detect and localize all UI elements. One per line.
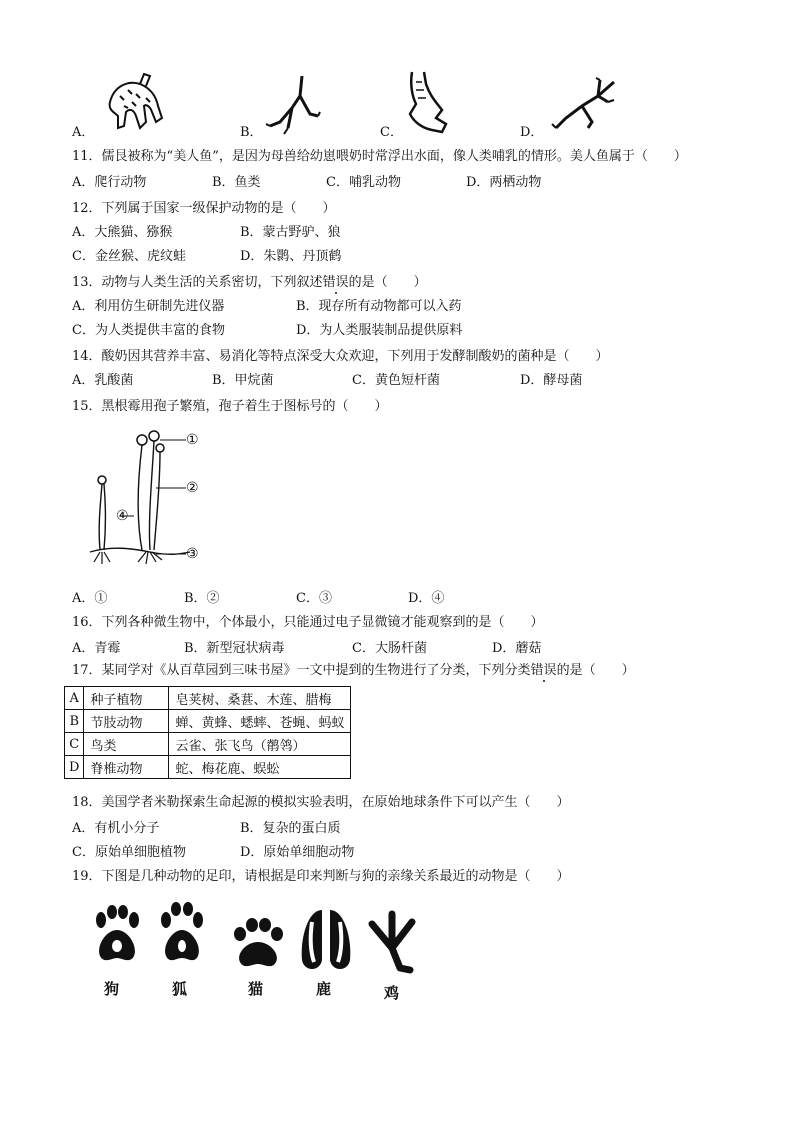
rhizopus-diagram	[90, 428, 220, 568]
q15-label-4: ④	[116, 508, 129, 524]
row-category: 脊椎动物	[84, 756, 169, 779]
q14-option-d[interactable]: D．酵母菌	[520, 373, 583, 388]
q17-stem-emphasis: 错误	[530, 663, 557, 678]
q13-option-a[interactable]: A．利用仿生研制先进仪器	[72, 299, 225, 314]
row-category: 鸟类	[84, 733, 169, 756]
q13-option-c[interactable]: C．为人类提供丰富的食物	[72, 323, 225, 338]
q17-stem-part-a: 17．某同学对《从百草园到三味书屋》一文中提到的生物进行了分类，下列分类	[72, 663, 531, 678]
q11-stem: 11．儒艮被称为“美人鱼”，是因为母兽给幼崽喂奶时常浮出水面，像人类哺乳的情形。美人鱼属于（ ）	[72, 149, 687, 164]
row-key: A	[65, 687, 84, 710]
q13-stem-emphasis: 错误	[322, 275, 349, 290]
row-items: 蛇、梅花鹿、蜈蚣	[169, 756, 351, 779]
q15-option-d[interactable]: D．④	[408, 591, 445, 606]
footprint-label-dog: 狗	[104, 980, 120, 998]
q13-option-b[interactable]: B．现存所有动物都可以入药	[296, 299, 462, 314]
q16-option-c[interactable]: C．大肠杆菌	[352, 641, 427, 656]
q10-option-a[interactable]: A．	[72, 125, 95, 140]
table-row	[65, 687, 351, 710]
q12-option-c[interactable]: C．金丝猴、虎纹蛙	[72, 249, 186, 264]
q14-stem: 14．酸奶因其营养丰富、易消化等特点深受大众欢迎，下列用于发酵制酸奶的菌种是（ ）	[72, 349, 609, 364]
q11-option-a[interactable]: A．爬行动物	[72, 175, 147, 190]
footprint-label-deer: 鹿	[316, 980, 332, 998]
q15-option-a[interactable]: A．①	[72, 591, 108, 606]
q18-stem: 18．美国学者米勒探索生命起源的模拟实验表明，在原始地球条件下可以产生（ ）	[72, 795, 570, 810]
q18-option-d[interactable]: D．原始单细胞动物	[240, 845, 355, 860]
dog-footprint-icon	[92, 906, 142, 968]
q12-option-d[interactable]: D．朱鹮、丹顶鹤	[240, 249, 342, 264]
q10-option-b[interactable]: B．	[240, 125, 263, 140]
q12-stem: 12．下列属于国家一级保护动物的是（ ）	[72, 201, 336, 216]
q19-stem: 19．下图是几种动物的足印，请根据是印来判断与狗的亲缘关系最近的动物是（ ）	[72, 869, 570, 884]
q14-option-a[interactable]: A．乳酸菌	[72, 373, 134, 388]
q13-stem-part-b: 的是（ ）	[348, 275, 427, 290]
row-key: B	[65, 710, 84, 733]
q13-stem	[72, 274, 427, 292]
fox-footprint-icon	[158, 902, 206, 968]
q12-option-b[interactable]: B．蒙古野驴、狼	[240, 225, 341, 240]
table-row	[65, 733, 351, 756]
q11-option-b[interactable]: B．鱼类	[212, 175, 261, 190]
q14-option-c[interactable]: C．黄色短杆菌	[352, 373, 440, 388]
q15-stem: 15．黑根霉用孢子繁殖，孢子着生于图标号的（ ）	[72, 399, 388, 414]
q17-stem-part-b: 的是（ ）	[556, 663, 635, 678]
q15-label-1: ①	[186, 432, 199, 448]
q16-option-d[interactable]: D．蘑菇	[492, 641, 542, 656]
footprint-label-fox: 狐	[172, 980, 188, 998]
row-category: 种子植物	[84, 687, 169, 710]
deer-footprint-icon	[298, 908, 354, 974]
q18-option-a[interactable]: A．有机小分子	[72, 821, 160, 836]
q12-option-a[interactable]: A．大熊猫、猕猴	[72, 225, 173, 240]
bird-foot-c-image	[402, 70, 452, 136]
table-row	[65, 710, 351, 733]
q16-option-a[interactable]: A．青霉	[72, 641, 121, 656]
bird-foot-a-image	[100, 72, 170, 134]
row-key: D	[65, 756, 84, 779]
classification-table	[64, 686, 351, 779]
row-category: 节肢动物	[84, 710, 169, 733]
q10-option-c[interactable]: C．	[380, 125, 403, 140]
footprint-label-cat: 猫	[248, 980, 264, 998]
row-items: 皂荚树、桑葚、木莲、腊梅	[169, 687, 351, 710]
row-key: C	[65, 733, 84, 756]
q16-stem: 16．下列各种微生物中，个体最小，只能通过电子显微镜才能观察到的是（ ）	[72, 615, 544, 630]
chicken-footprint-icon	[366, 908, 418, 974]
row-items: 云雀、张飞鸟（鹡鸰）	[169, 733, 351, 756]
table-row	[65, 756, 351, 779]
q15-option-b[interactable]: B．②	[184, 591, 220, 606]
q15-option-c[interactable]: C．③	[296, 591, 332, 606]
bird-foot-b-image	[262, 74, 322, 136]
q13-option-d[interactable]: D．为人类服装制品提供原料	[296, 323, 463, 338]
cat-footprint-icon	[232, 918, 284, 970]
q18-option-c[interactable]: C．原始单细胞植物	[72, 845, 186, 860]
row-items: 蝉、黄蜂、蟋蟀、苍蝇、蚂蚁	[169, 710, 351, 733]
q16-option-b[interactable]: B．新型冠状病毒	[184, 641, 285, 656]
q10-option-d[interactable]: D．	[520, 125, 544, 140]
bird-foot-d-image	[548, 76, 618, 132]
q14-option-b[interactable]: B．甲烷菌	[212, 373, 274, 388]
footprint-label-chicken: 鸡	[384, 984, 400, 1002]
q15-label-2: ②	[186, 480, 199, 496]
q15-label-3: ③	[186, 546, 199, 562]
q11-option-d[interactable]: D．两栖动物	[466, 175, 542, 190]
q17-stem	[72, 662, 635, 680]
q18-option-b[interactable]: B．复杂的蛋白质	[240, 821, 341, 836]
q13-stem-part-a: 13．动物与人类生活的关系密切，下列叙述	[72, 275, 323, 290]
q11-option-c[interactable]: C．哺乳动物	[326, 175, 401, 190]
